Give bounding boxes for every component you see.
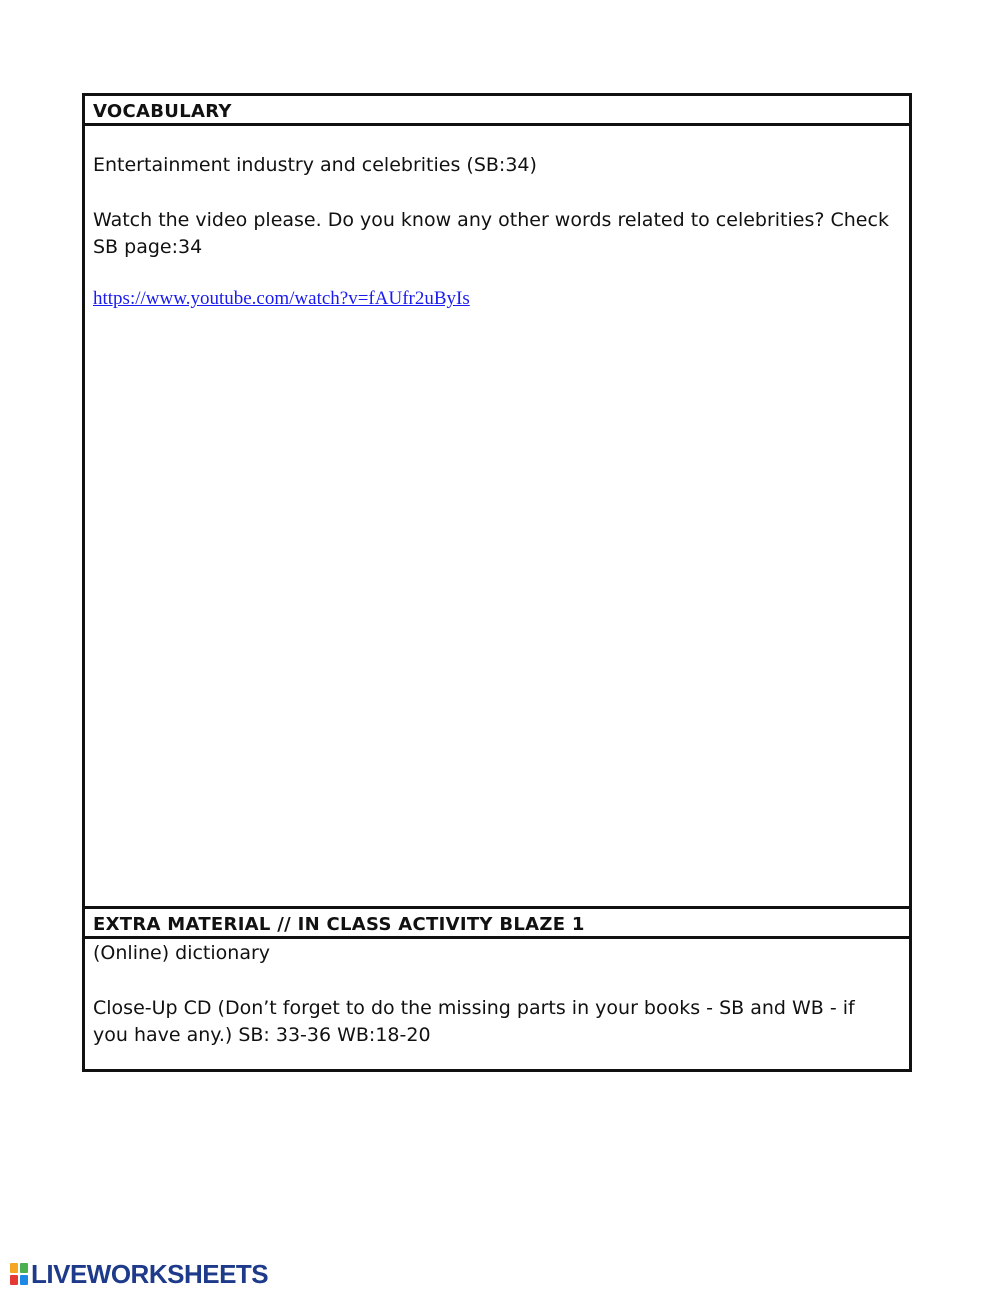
logo-text: LIVEWORKSHEETS	[31, 1259, 269, 1289]
extra-close-up-cd: Close-Up CD (Don’t forget to do the missing parts in your books - SB and WB - if you have any.) SB: 33-36 WB:18-20	[93, 997, 855, 1046]
logo-mark-icon	[10, 1263, 28, 1285]
vocabulary-topic: Entertainment industry and celebrities (SB:34)	[93, 154, 537, 176]
extra-dictionary: (Online) dictionary	[93, 942, 271, 964]
worksheet-table	[82, 93, 912, 1072]
youtube-link[interactable]: https://www.youtube.com/watch?v=fAUfr2uByIs	[93, 288, 470, 309]
extra-material-header: EXTRA MATERIAL // IN CLASS ACTIVITY BLAZE 1	[85, 906, 909, 939]
vocabulary-header: VOCABULARY	[85, 96, 909, 126]
vocabulary-instruction: Watch the video please. Do you know any other words related to celebrities? Check SB page:34	[93, 209, 889, 258]
liveworksheets-logo	[10, 1259, 269, 1289]
vocabulary-cell	[85, 126, 909, 906]
extra-material-cell	[85, 939, 909, 1069]
